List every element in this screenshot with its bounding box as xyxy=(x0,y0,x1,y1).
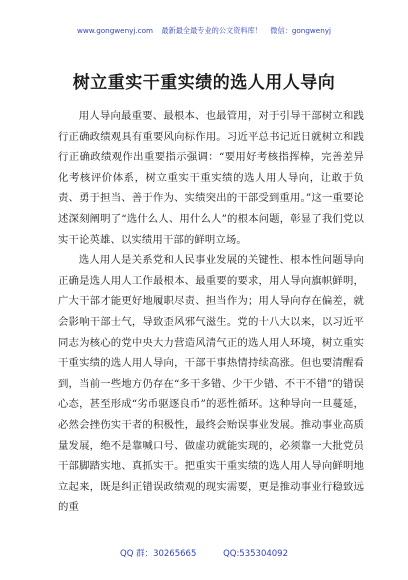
qq-number: QQ:535304092 xyxy=(223,549,288,559)
qq-group: QQ 群：30265665 xyxy=(120,549,197,559)
footer-contacts xyxy=(0,548,408,560)
site-url[interactable]: www.gongwenyj.com xyxy=(76,26,154,35)
header-banner xyxy=(0,26,408,36)
paragraph: 选人用人是关系党和人民事业发展的关键性、根本性问题导向正确是选人用人工作最根本、最重要的要求，用人导向旗帜鲜明，广大干部才能更好地履职尽责、担当作为；用人导向存在偏差，就会影响干部士气，导致歪风邪气滋生。党的十八大以来，以习近平同志为核心的党中央大力营造风清气正的选人用人环境，树立重实干重实绩的选人用人导向，干部干事热情持续高涨。但也要清醒看到，当前一些地方仍存在“多干多错、少干少错、不干不错”的错误心态，甚至形成“劣币驱逐良币”的恶性循环。这种导向一旦蔓延，必然会挫伤实干者的积极性，最终会贻误事业发展。推动事业高质量发展，绝不是靠喊口号、做虚功就能实现的，必须靠一大批党员干部脚踏实地、真抓实干。把重实干重实绩的选人用人导向鲜明地立起来，既是纠正错误政绩观的现实需要，更是推动事业行稳致远的重 xyxy=(58,254,364,514)
wechat-id: 微信：gongwenyj xyxy=(270,26,332,35)
paragraph: 用人导向最重要、最根本、也最管用，对于引导干部树立和践行正确政绩观具有重要风向标作用。习近平总书记近日就树立和践行正确政绩观作出重要指示强调：“要用好考核指挥棒，完善差异化考核评价体系，树立重实干重实绩的选人用人导向，让敢于负责、勇于担当、善于作为、实绩突出的干部受到重用。”这一重要论述深刻阐明了“选什么人、用什么人”的根本问题，彰显了我们党以实干论英雄、以实绩用干部的鲜明立场。 xyxy=(58,110,364,246)
header-tagline: 最新最全最专业的公文资料库！ xyxy=(161,26,262,35)
document-title: 树立重实干重实绩的选人用人导向 xyxy=(72,73,336,93)
document-body xyxy=(58,106,364,518)
